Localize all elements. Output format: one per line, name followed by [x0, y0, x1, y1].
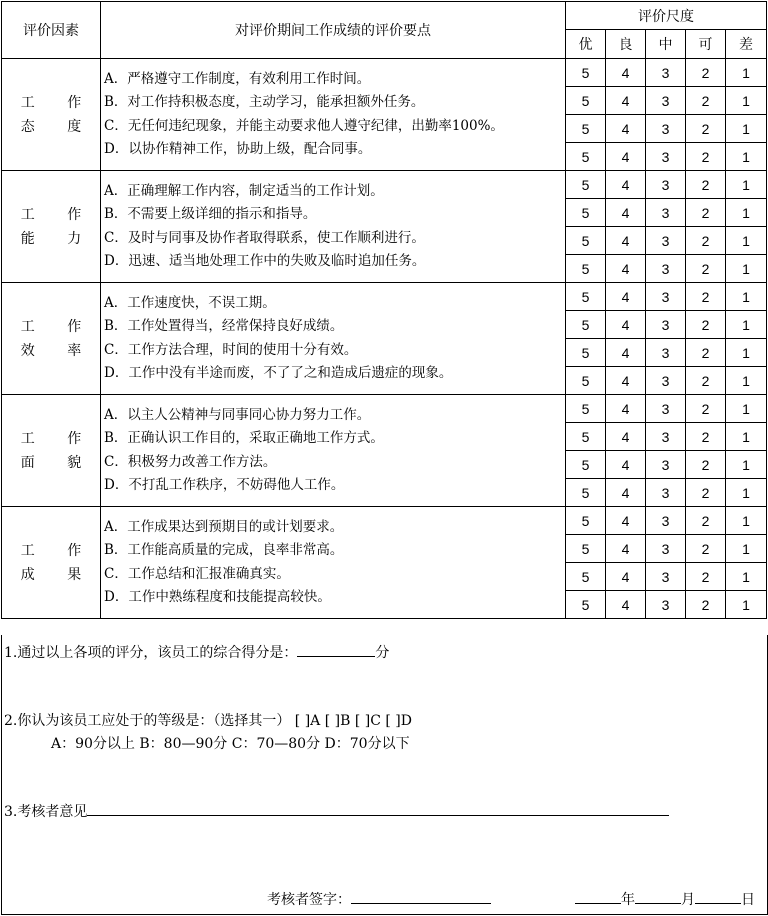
total-score-unit: 分 [375, 645, 390, 661]
evaluation-point: D．以协作精神工作，协助上级，配合同事。 [104, 141, 372, 157]
score-excellent[interactable]: 5 [566, 507, 606, 535]
points-cell [101, 395, 566, 507]
score-good[interactable]: 4 [606, 143, 646, 171]
evaluation-point: B．不需要上级详细的指示和指导。 [104, 206, 317, 222]
score-excellent[interactable]: 5 [566, 339, 606, 367]
evaluation-point: D．迅速、适当地处理工作中的失败及临时追加任务。 [104, 253, 426, 269]
score-medium[interactable]: 3 [646, 171, 686, 199]
score-medium[interactable]: 3 [646, 563, 686, 591]
reviewer-opinion-label: 3.考核者意见 [4, 804, 88, 820]
score-excellent[interactable]: 5 [566, 115, 606, 143]
score-good[interactable]: 4 [606, 199, 646, 227]
score-excellent[interactable]: 5 [566, 171, 606, 199]
factor-label: 效 率 [20, 342, 96, 359]
score-excellent[interactable]: 5 [566, 255, 606, 283]
score-medium[interactable]: 3 [646, 339, 686, 367]
summary-section [1, 635, 768, 915]
score-poor[interactable]: 1 [726, 115, 767, 143]
evaluation-point: D．工作中没有半途而废，不了了之和造成后遗症的现象。 [104, 365, 453, 381]
score-poor[interactable]: 1 [726, 339, 767, 367]
evaluation-point: C．工作方法合理，时间的使用十分有效。 [104, 341, 358, 358]
score-excellent[interactable]: 5 [566, 311, 606, 339]
signature-label: 考核者签字： [267, 892, 351, 908]
evaluation-point: C．工作总结和汇报准确真实。 [104, 565, 290, 582]
score-poor[interactable]: 1 [726, 563, 767, 591]
score-good[interactable]: 4 [606, 395, 646, 423]
day-label: 日 [741, 892, 755, 908]
score-medium[interactable]: 3 [646, 255, 686, 283]
grade-options: A：90分以上 B：80—90分 C：70—80分 D：70分以下 [51, 736, 410, 752]
score-fair[interactable]: 2 [686, 227, 726, 255]
score-row [2, 59, 767, 87]
reviewer-opinion-blank[interactable] [87, 801, 669, 816]
score-poor[interactable]: 1 [726, 87, 767, 115]
factor-cell [2, 171, 101, 283]
points-cell [101, 507, 566, 619]
score-poor[interactable]: 1 [726, 423, 767, 451]
score-excellent[interactable]: 5 [566, 59, 606, 87]
score-fair[interactable]: 2 [686, 479, 726, 507]
factor-label: 工 作 [20, 542, 96, 559]
score-fair[interactable]: 2 [686, 115, 726, 143]
score-fair[interactable]: 2 [686, 87, 726, 115]
total-score-blank[interactable] [297, 642, 375, 657]
evaluation-point: A．工作速度快，不误工期。 [104, 294, 276, 311]
factor-header: 评价因素 [2, 2, 101, 59]
score-fair[interactable]: 2 [686, 563, 726, 591]
evaluation-point: B．正确认识工作目的，采取正确地工作方式。 [104, 430, 384, 446]
score-good[interactable]: 4 [606, 171, 646, 199]
score-fair[interactable]: 2 [686, 255, 726, 283]
points-cell [101, 59, 566, 171]
score-excellent[interactable]: 5 [566, 451, 606, 479]
grade-good: 良 [606, 30, 646, 59]
factor-cell [2, 507, 101, 619]
score-poor[interactable]: 1 [726, 255, 767, 283]
score-excellent[interactable]: 5 [566, 283, 606, 311]
evaluation-table [1, 1, 767, 619]
factor-label: 面 貌 [20, 454, 96, 471]
month-blank[interactable] [635, 889, 681, 904]
grade-excellent: 优 [566, 30, 606, 59]
score-poor[interactable]: 1 [726, 507, 767, 535]
factor-label: 态 度 [20, 118, 96, 135]
score-row [2, 395, 767, 423]
evaluation-point: B．工作处置得当，经常保持良好成绩。 [104, 318, 344, 334]
score-medium[interactable]: 3 [646, 591, 686, 619]
score-medium[interactable]: 3 [646, 367, 686, 395]
score-excellent[interactable]: 5 [566, 423, 606, 451]
score-poor[interactable]: 1 [726, 171, 767, 199]
score-good[interactable]: 4 [606, 59, 646, 87]
score-medium[interactable]: 3 [646, 311, 686, 339]
score-good[interactable]: 4 [606, 591, 646, 619]
score-excellent[interactable]: 5 [566, 535, 606, 563]
evaluation-point: A．严格遵守工作制度，有效利用工作时间。 [104, 70, 371, 87]
score-medium[interactable]: 3 [646, 87, 686, 115]
score-medium[interactable]: 3 [646, 59, 686, 87]
points-header: 对评价期间工作成绩的评价要点 [101, 2, 566, 59]
points-cell [101, 283, 566, 395]
factor-label: 工 作 [20, 206, 96, 223]
score-poor[interactable]: 1 [726, 367, 767, 395]
evaluation-point: D．不打乱工作秩序，不妨碍他人工作。 [104, 477, 345, 493]
year-label: 年 [621, 892, 635, 908]
grade-question: 2.你认为该员工应处于的等级是：（选择其一） [ ]A [ ]B [ ]C [ ]D [4, 713, 412, 729]
score-excellent[interactable]: 5 [566, 563, 606, 591]
score-poor[interactable]: 1 [726, 395, 767, 423]
factor-cell [2, 395, 101, 507]
score-fair[interactable]: 2 [686, 143, 726, 171]
score-fair[interactable]: 2 [686, 367, 726, 395]
evaluation-point: C．及时与同事及协作者取得联系，使工作顺利进行。 [104, 229, 425, 246]
score-medium[interactable]: 3 [646, 479, 686, 507]
score-fair[interactable]: 2 [686, 283, 726, 311]
day-blank[interactable] [695, 889, 741, 904]
total-score-label: 1.通过以上各项的评分，该员工的综合得分是： [4, 645, 298, 661]
score-excellent[interactable]: 5 [566, 395, 606, 423]
score-row [2, 507, 767, 535]
factor-label: 成 果 [20, 566, 96, 583]
score-good[interactable]: 4 [606, 339, 646, 367]
score-poor[interactable]: 1 [726, 59, 767, 87]
evaluation-point: C．积极努力改善工作方法。 [104, 453, 277, 470]
factor-cell [2, 283, 101, 395]
score-fair[interactable]: 2 [686, 395, 726, 423]
scale-header: 评价尺度 [566, 2, 767, 30]
score-fair[interactable]: 2 [686, 171, 726, 199]
month-label: 月 [681, 892, 695, 908]
score-poor[interactable]: 1 [726, 227, 767, 255]
grade-medium: 中 [646, 30, 686, 59]
score-medium[interactable]: 3 [646, 451, 686, 479]
evaluation-point: B．工作能高质量的完成，良率非常高。 [104, 542, 344, 558]
year-blank[interactable] [575, 889, 621, 904]
score-fair[interactable]: 2 [686, 59, 726, 87]
score-poor[interactable]: 1 [726, 311, 767, 339]
factor-label: 工 作 [20, 94, 96, 111]
score-fair[interactable]: 2 [686, 311, 726, 339]
score-poor[interactable]: 1 [726, 591, 767, 619]
score-good[interactable]: 4 [606, 479, 646, 507]
score-medium[interactable]: 3 [646, 115, 686, 143]
score-fair[interactable]: 2 [686, 339, 726, 367]
score-medium[interactable]: 3 [646, 535, 686, 563]
factor-label: 工 作 [20, 318, 96, 335]
score-poor[interactable]: 1 [726, 199, 767, 227]
evaluation-point: A．正确理解工作内容，制定适当的工作计划。 [104, 182, 384, 199]
score-good[interactable]: 4 [606, 87, 646, 115]
score-fair[interactable]: 2 [686, 535, 726, 563]
score-poor[interactable]: 1 [726, 283, 767, 311]
signature-line [267, 889, 491, 909]
evaluation-point: C．无任何违纪现象，并能主动要求他人遵守纪律，出勤率100%。 [104, 117, 504, 134]
evaluation-point: A．工作成果达到预期目的或计划要求。 [104, 518, 344, 535]
score-row [2, 283, 767, 311]
date-line [575, 889, 755, 909]
reviewer-opinion-line [4, 801, 669, 821]
total-score-line [4, 642, 389, 662]
score-excellent[interactable]: 5 [566, 199, 606, 227]
score-medium[interactable]: 3 [646, 423, 686, 451]
score-row [2, 171, 767, 199]
score-excellent[interactable]: 5 [566, 479, 606, 507]
score-good[interactable]: 4 [606, 507, 646, 535]
grade-poor: 差 [726, 30, 767, 59]
score-fair[interactable]: 2 [686, 507, 726, 535]
score-medium[interactable]: 3 [646, 227, 686, 255]
score-good[interactable]: 4 [606, 563, 646, 591]
points-cell [101, 171, 566, 283]
signature-blank[interactable] [351, 889, 491, 904]
score-good[interactable]: 4 [606, 227, 646, 255]
score-fair[interactable]: 2 [686, 591, 726, 619]
score-good[interactable]: 4 [606, 311, 646, 339]
score-good[interactable]: 4 [606, 451, 646, 479]
score-good[interactable]: 4 [606, 423, 646, 451]
score-poor[interactable]: 1 [726, 451, 767, 479]
score-excellent[interactable]: 5 [566, 227, 606, 255]
factor-cell [2, 59, 101, 171]
score-medium[interactable]: 3 [646, 283, 686, 311]
score-medium[interactable]: 3 [646, 199, 686, 227]
score-fair[interactable]: 2 [686, 199, 726, 227]
score-medium[interactable]: 3 [646, 507, 686, 535]
score-good[interactable]: 4 [606, 367, 646, 395]
score-excellent[interactable]: 5 [566, 143, 606, 171]
evaluation-point: B．对工作持积极态度，主动学习，能承担额外任务。 [104, 94, 425, 110]
score-poor[interactable]: 1 [726, 143, 767, 171]
score-excellent[interactable]: 5 [566, 367, 606, 395]
score-poor[interactable]: 1 [726, 479, 767, 507]
evaluation-point: A．以主人公精神与同事同心协力努力工作。 [104, 406, 371, 423]
score-excellent[interactable]: 5 [566, 87, 606, 115]
score-good[interactable]: 4 [606, 255, 646, 283]
grade-fair: 可 [686, 30, 726, 59]
score-medium[interactable]: 3 [646, 143, 686, 171]
score-fair[interactable]: 2 [686, 451, 726, 479]
score-medium[interactable]: 3 [646, 395, 686, 423]
score-excellent[interactable]: 5 [566, 591, 606, 619]
score-good[interactable]: 4 [606, 115, 646, 143]
score-good[interactable]: 4 [606, 535, 646, 563]
evaluation-point: D．工作中熟练程度和技能提高较快。 [104, 589, 331, 605]
factor-label: 能 力 [20, 230, 96, 247]
score-good[interactable]: 4 [606, 283, 646, 311]
score-poor[interactable]: 1 [726, 535, 767, 563]
score-fair[interactable]: 2 [686, 423, 726, 451]
factor-label: 工 作 [20, 430, 96, 447]
